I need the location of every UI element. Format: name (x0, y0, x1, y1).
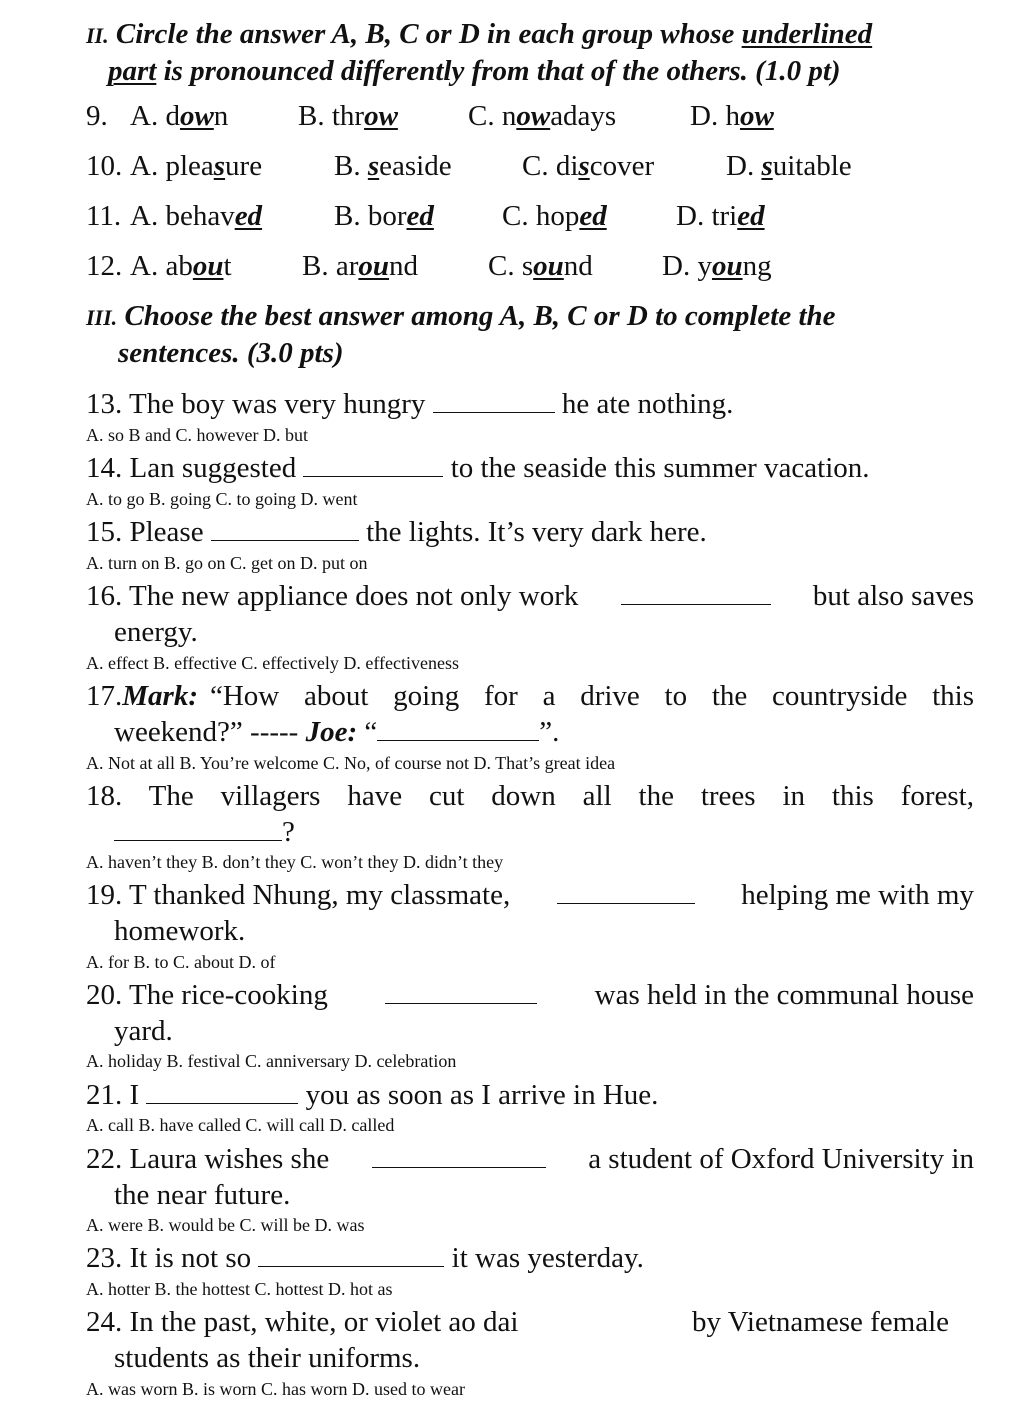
question-23: 23. It is not so it was yesterday. (86, 1242, 644, 1274)
q21-options[interactable]: A. call B. have called C. will call D. called (86, 1115, 395, 1135)
q14-options[interactable]: A. to go B. going C. to going D. went (86, 489, 358, 509)
q15-blank[interactable] (211, 514, 359, 541)
q12-option-d[interactable]: D. young (662, 250, 772, 282)
q14-blank[interactable] (303, 450, 443, 477)
question-22: 22. Laura wishes she a student of Oxford University in (86, 1143, 974, 1175)
q20-options[interactable]: A. holiday B. festival C. anniversary D. celebration (86, 1051, 457, 1071)
question-24-line2: students as their uniforms. (114, 1342, 421, 1374)
question-17-line2: weekend?” ----- Joe: “ ”. (114, 716, 560, 748)
q17-options[interactable]: A. Not at all B. You’re welcome C. No, of course not D. That’s great idea (86, 753, 616, 773)
section-2-part-word: part (108, 55, 157, 87)
question-20-line2: yard. (114, 1015, 173, 1047)
question-16-line2: energy. (114, 616, 198, 648)
q10-option-c[interactable]: C. discover (522, 150, 655, 182)
question-12-number: 12. (86, 250, 123, 282)
question-9-number: 9. (86, 100, 108, 132)
q22-blank[interactable] (372, 1141, 546, 1168)
q19-options[interactable]: A. for B. to C. about D. of (86, 952, 276, 972)
q20-blank[interactable] (385, 977, 537, 1004)
question-13: 13. The boy was very hungry he ate nothing. (86, 388, 734, 420)
question-22-line2: the near future. (114, 1179, 291, 1211)
q11-option-b[interactable]: B. bored (334, 200, 434, 232)
section-2-numeral: II. (86, 23, 109, 48)
question-24-end: by Vietnamese female (692, 1306, 950, 1338)
section-3-text: Choose the best answer among A, B, C or D to complete the (124, 300, 836, 332)
question-11-number: 11. (86, 200, 122, 232)
question-10-number: 10. (86, 150, 123, 182)
q9-option-b[interactable]: B. throw (298, 100, 398, 132)
q18-blank[interactable] (114, 814, 282, 841)
q10-option-a[interactable]: A. pleasure (130, 150, 263, 182)
question-21: 21. I you as soon as I arrive in Hue. (86, 1079, 659, 1111)
q10-option-d[interactable]: D. suitable (726, 150, 852, 182)
q16-blank[interactable] (621, 578, 771, 605)
q10-option-b[interactable]: B. seaside (334, 150, 452, 182)
q9-option-c[interactable]: C. nowadays (468, 100, 617, 132)
q23-options[interactable]: A. hotter B. the hottest C. hottest D. hot as (86, 1279, 393, 1299)
q17-mark-speaker: Mark: (122, 680, 198, 712)
q19-blank[interactable] (557, 877, 695, 904)
question-19-line2: homework. (114, 915, 246, 947)
question-18: 18. The villagers have cut down all the trees in this forest, (86, 780, 974, 812)
q21-blank[interactable] (146, 1077, 298, 1104)
q23-blank[interactable] (258, 1240, 444, 1267)
section-2-heading-line2 (108, 53, 841, 89)
question-16: 16. The new appliance does not only work but also saves (86, 580, 974, 612)
question-24: 24. In the past, white, or violet ao dai (86, 1306, 519, 1338)
q24-options[interactable]: A. was worn B. is worn C. has worn D. used to wear (86, 1379, 465, 1399)
q11-option-d[interactable]: D. tried (676, 200, 765, 232)
q11-option-a[interactable]: A. behaved (130, 200, 263, 232)
section-3-numeral: III. (86, 305, 118, 330)
q13-blank[interactable] (433, 386, 555, 413)
q22-options[interactable]: A. were B. would be C. will be D. was (86, 1215, 365, 1235)
q9-option-d[interactable]: D. how (690, 100, 774, 132)
q12-option-b[interactable]: B. around (302, 250, 419, 282)
q11-option-c[interactable]: C. hoped (502, 200, 607, 232)
question-14: 14. Lan suggested to the seaside this summer vacation. (86, 452, 870, 484)
q24-blank[interactable] (574, 1328, 684, 1329)
q12-option-a[interactable]: A. about (130, 250, 232, 282)
question-20: 20. The rice-cooking was held in the communal house (86, 979, 974, 1011)
q17-joe-speaker: Joe: (305, 716, 358, 748)
q17-blank[interactable] (377, 714, 539, 741)
section-3-heading (86, 298, 836, 336)
section-2-text: Circle the answer A, B, C or D in each group whose (115, 18, 735, 50)
q15-options[interactable]: A. turn on B. go on C. get on D. put on (86, 553, 368, 573)
question-15: 15. Please the lights. It’s very dark here. (86, 516, 707, 548)
section-2-heading (86, 16, 872, 54)
q18-options[interactable]: A. haven’t they B. don’t they C. won’t they D. didn’t they (86, 852, 504, 872)
q16-options[interactable]: A. effect B. effective C. effectively D. effectiveness (86, 653, 460, 673)
question-18-line2: ? (114, 814, 295, 850)
question-19: 19. T thanked Nhung, my classmate, helping me with my (86, 879, 974, 911)
section-2-underlined-word: underlined (741, 18, 873, 50)
question-17: 17. Mark: “How about going for a drive to the countryside this (86, 680, 974, 712)
section-3-heading-line2: sentences. (3.0 pts) (118, 337, 344, 369)
section-2-text-2: is pronounced differently from that of the others. (1.0 pt) (163, 55, 841, 87)
q13-options[interactable]: A. so B and C. however D. but (86, 425, 308, 445)
q12-option-c[interactable]: C. sound (488, 250, 593, 282)
q9-option-a[interactable]: A. down (130, 100, 229, 132)
